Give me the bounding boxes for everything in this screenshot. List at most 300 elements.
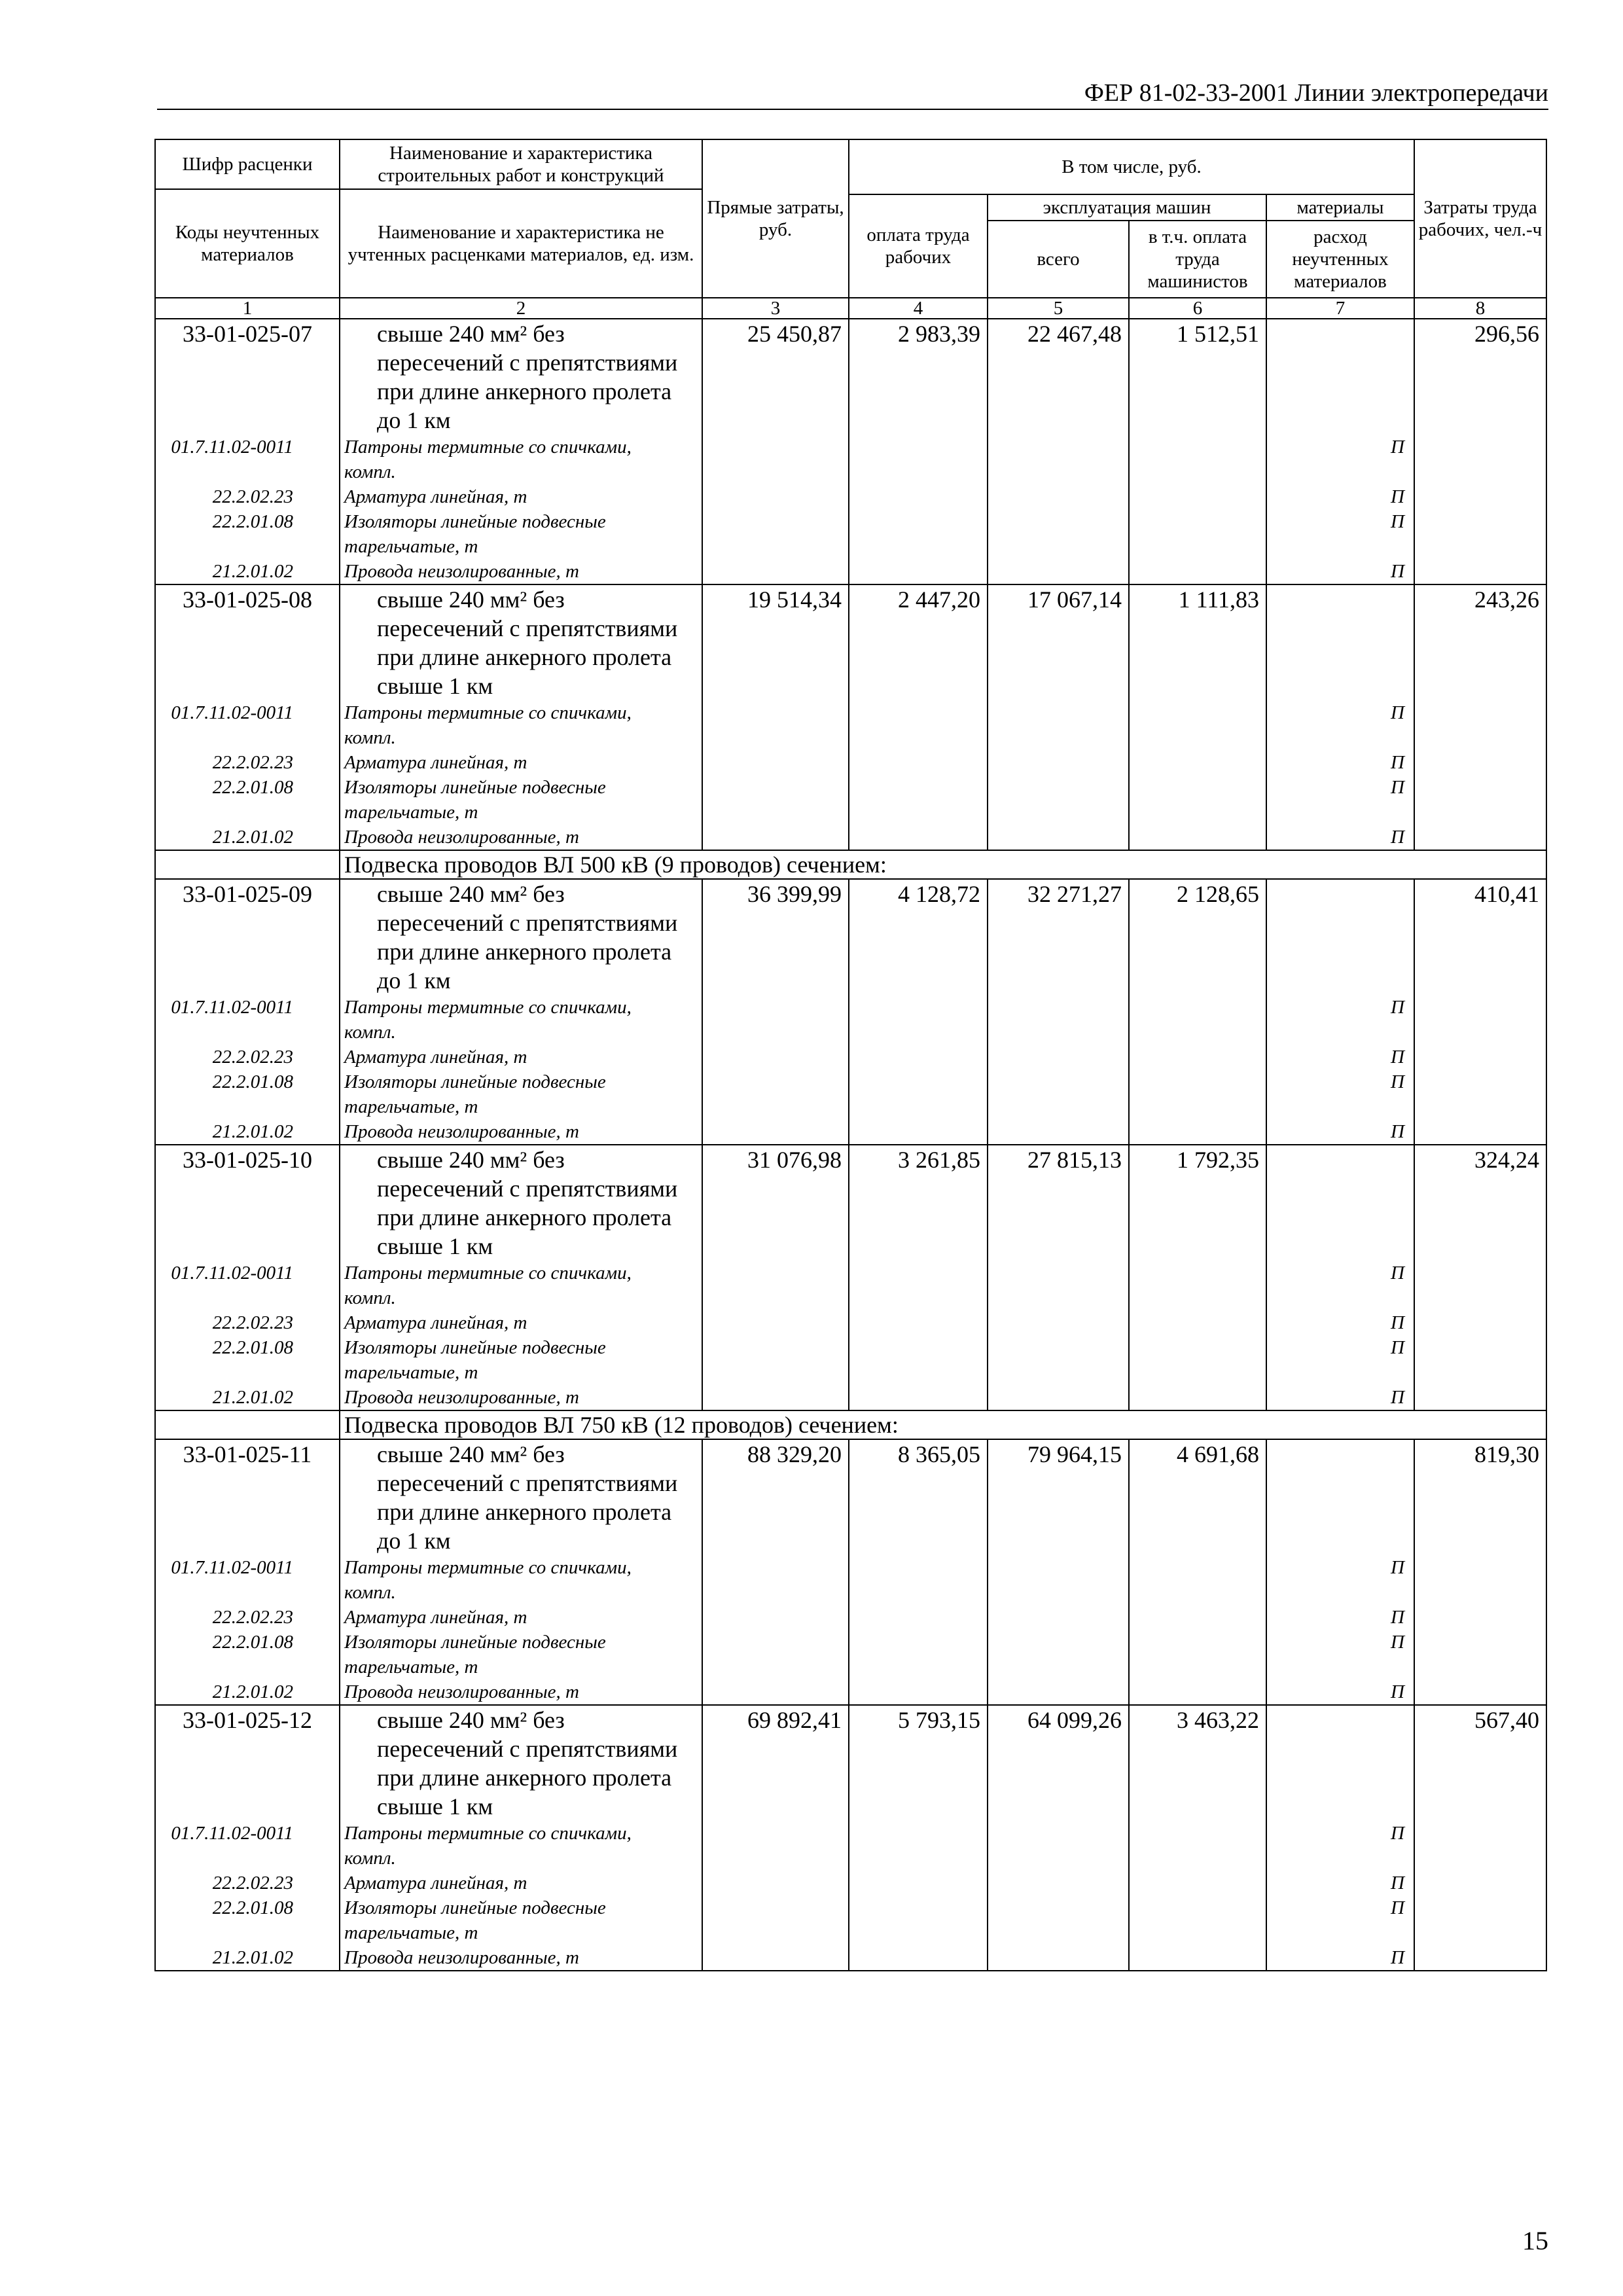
- empty-cell: [1129, 1871, 1266, 1895]
- material-code: 21.2.01.02: [155, 1119, 340, 1145]
- empty-cell: [988, 1630, 1129, 1679]
- machinists-pay: 4 691,68: [1129, 1439, 1266, 1555]
- empty-cell: [988, 509, 1129, 559]
- material-flag: П: [1266, 1310, 1414, 1335]
- empty-cell: [1414, 1555, 1546, 1605]
- rate-name: [340, 1705, 702, 1821]
- material-flag: П: [1266, 775, 1414, 825]
- material-code: 22.2.01.08: [155, 1895, 340, 1945]
- labor-pay: 2 983,39: [849, 319, 988, 435]
- material-flag: П: [1266, 1045, 1414, 1069]
- rate-name-line: свыше 240 мм² без: [377, 586, 565, 613]
- material-row: [155, 1335, 1546, 1385]
- empty-cell: [988, 1895, 1129, 1945]
- empty-cell: [849, 1045, 988, 1069]
- rate-code: 33-01-025-10: [155, 1145, 340, 1261]
- empty-cell: [702, 1679, 849, 1705]
- empty-cell: [849, 700, 988, 750]
- material-flag: П: [1266, 1871, 1414, 1895]
- material-flag: П: [1266, 1069, 1414, 1119]
- empty-cell: [702, 1871, 849, 1895]
- empty-cell: [1414, 1261, 1546, 1310]
- empty-cell: [988, 825, 1129, 850]
- material-code: 01.7.11.02-0011: [155, 700, 340, 750]
- rates-table: [154, 139, 1547, 1971]
- material-name: [340, 1385, 702, 1410]
- labor-pay: 5 793,15: [849, 1705, 988, 1821]
- empty-cell: [988, 1871, 1129, 1895]
- direct-costs: 19 514,34: [702, 584, 849, 700]
- material-flag: П: [1266, 750, 1414, 775]
- material-name-line: Арматура линейная, т: [344, 1607, 527, 1628]
- empty-cell: [988, 700, 1129, 750]
- empty-cell: [1129, 1605, 1266, 1630]
- empty-cell: [702, 484, 849, 509]
- rate-name-line: пересечений с препятствиями: [377, 1175, 678, 1202]
- rate-name-line: при длине анкерного пролета: [377, 1499, 672, 1525]
- empty-cell: [849, 509, 988, 559]
- material-flag: П: [1266, 1555, 1414, 1605]
- empty-cell: [1129, 484, 1266, 509]
- material-row: [155, 995, 1546, 1045]
- material-row: [155, 1871, 1546, 1895]
- empty-cell: [988, 775, 1129, 825]
- header-unaccounted-name: Наименование и характеристика не учтенных расценками материалов, ед. изм.: [340, 189, 702, 298]
- direct-costs: 88 329,20: [702, 1439, 849, 1555]
- header-mat-consumption: расход неучтенных материалов: [1266, 221, 1414, 298]
- empty-cell: [702, 1605, 849, 1630]
- table-header: [155, 139, 1546, 319]
- material-name: [340, 1261, 702, 1310]
- empty-cell: [849, 1895, 988, 1945]
- empty-cell: [849, 1069, 988, 1119]
- empty-cell: [849, 1310, 988, 1335]
- material-name-line: компл.: [344, 1022, 396, 1043]
- empty-cell: [988, 559, 1129, 584]
- material-name: [340, 1630, 702, 1679]
- material-flag: П: [1266, 435, 1414, 484]
- material-name-line: компл.: [344, 1287, 396, 1308]
- rate-name-line: свыше 240 мм² без: [377, 881, 565, 907]
- empty-cell: [702, 825, 849, 850]
- material-name-line: Патроны термитные со спичками,: [344, 1263, 632, 1283]
- material-code: 22.2.02.23: [155, 1871, 340, 1895]
- material-flag: П: [1266, 1630, 1414, 1679]
- empty-cell: [155, 850, 340, 879]
- empty-cell: [1129, 1630, 1266, 1679]
- empty-cell: [1414, 1069, 1546, 1119]
- material-row: [155, 484, 1546, 509]
- header-including: В том числе, руб.: [849, 139, 1414, 194]
- empty-cell: [1129, 1119, 1266, 1145]
- material-name: [340, 995, 702, 1045]
- material-name-line: Патроны термитные со спичками,: [344, 702, 632, 723]
- material-name: [340, 700, 702, 750]
- rate-name: [340, 1145, 702, 1261]
- material-name-line: Провода неизолированные, т: [344, 1121, 579, 1142]
- material-name-line: Патроны термитные со спичками,: [344, 997, 632, 1018]
- empty-cell: [1129, 995, 1266, 1045]
- empty-cell: [702, 1310, 849, 1335]
- empty-cell: [1129, 1895, 1266, 1945]
- labor-pay: 4 128,72: [849, 879, 988, 995]
- empty-cell: [1414, 1045, 1546, 1069]
- empty-cell: [1129, 775, 1266, 825]
- section-row: [155, 850, 1546, 879]
- empty-cell: [702, 995, 849, 1045]
- material-row: [155, 1630, 1546, 1679]
- rate-code: 33-01-025-11: [155, 1439, 340, 1555]
- empty-cell: [849, 1335, 988, 1385]
- empty-cell: [702, 1945, 849, 1971]
- material-name-line: тарельчатые, т: [344, 1657, 478, 1677]
- rate-row: [155, 879, 1546, 995]
- empty-cell: [1414, 750, 1546, 775]
- rate-name-line: до 1 км: [377, 1528, 451, 1554]
- material-code: 21.2.01.02: [155, 559, 340, 584]
- material-row: [155, 509, 1546, 559]
- material-name-line: Провода неизолированные, т: [344, 1947, 579, 1968]
- material-name-line: Провода неизолированные, т: [344, 1387, 579, 1408]
- empty-cell: [849, 1605, 988, 1630]
- empty-cell: [702, 700, 849, 750]
- empty-cell: [702, 559, 849, 584]
- material-consumption: [1266, 319, 1414, 435]
- material-name-line: Изоляторы линейные подвесные: [344, 777, 606, 798]
- material-name: [340, 1555, 702, 1605]
- empty-cell: [702, 1555, 849, 1605]
- empty-cell: [702, 1821, 849, 1871]
- rate-row: [155, 584, 1546, 700]
- empty-cell: [849, 1945, 988, 1971]
- empty-cell: [1129, 825, 1266, 850]
- rate-name-line: пересечений с препятствиями: [377, 910, 678, 936]
- material-name: [340, 1119, 702, 1145]
- material-row: [155, 1261, 1546, 1310]
- rate-row: [155, 1705, 1546, 1821]
- empty-cell: [1129, 1335, 1266, 1385]
- material-code: 22.2.01.08: [155, 509, 340, 559]
- material-row: [155, 559, 1546, 584]
- labor-pay: 8 365,05: [849, 1439, 988, 1555]
- material-name: [340, 1069, 702, 1119]
- rate-code: 33-01-025-07: [155, 319, 340, 435]
- material-row: [155, 1555, 1546, 1605]
- empty-cell: [1129, 559, 1266, 584]
- material-flag: П: [1266, 1385, 1414, 1410]
- material-name-line: Изоляторы линейные подвесные: [344, 1337, 606, 1358]
- empty-cell: [849, 1261, 988, 1310]
- material-name-line: Арматура линейная, т: [344, 752, 527, 773]
- empty-cell: [988, 1045, 1129, 1069]
- material-code: 22.2.01.08: [155, 1630, 340, 1679]
- machines-total: 27 815,13: [988, 1145, 1129, 1261]
- material-row: [155, 775, 1546, 825]
- rate-name-line: при длине анкерного пролета: [377, 1765, 672, 1791]
- material-name: [340, 1335, 702, 1385]
- material-name: [340, 1871, 702, 1895]
- column-number: 5: [988, 298, 1129, 319]
- material-row: [155, 700, 1546, 750]
- header-direct-costs: Прямые затраты, руб.: [702, 139, 849, 298]
- material-flag: П: [1266, 700, 1414, 750]
- rate-name-line: свыше 240 мм² без: [377, 1147, 565, 1173]
- rate-name-line: свыше 1 км: [377, 1233, 493, 1259]
- empty-cell: [1414, 1821, 1546, 1871]
- direct-costs: 69 892,41: [702, 1705, 849, 1821]
- empty-cell: [1414, 1945, 1546, 1971]
- material-name-line: Изоляторы линейные подвесные: [344, 511, 606, 532]
- empty-cell: [988, 750, 1129, 775]
- empty-cell: [702, 1385, 849, 1410]
- material-name: [340, 1045, 702, 1069]
- header-machines: эксплуатация машин: [988, 194, 1266, 221]
- empty-cell: [1414, 1119, 1546, 1145]
- empty-cell: [1414, 700, 1546, 750]
- rate-name: [340, 319, 702, 435]
- empty-cell: [702, 1630, 849, 1679]
- column-number: 8: [1414, 298, 1546, 319]
- labor-pay: 3 261,85: [849, 1145, 988, 1261]
- labor-hours: 410,41: [1414, 879, 1546, 995]
- material-code: 21.2.01.02: [155, 1945, 340, 1971]
- rate-name-line: свыше 240 мм² без: [377, 1441, 565, 1467]
- material-code: 22.2.02.23: [155, 1310, 340, 1335]
- empty-cell: [1414, 435, 1546, 484]
- material-name: [340, 559, 702, 584]
- material-name-line: Арматура линейная, т: [344, 1047, 527, 1067]
- empty-cell: [988, 484, 1129, 509]
- machinists-pay: 3 463,22: [1129, 1705, 1266, 1821]
- column-number: 3: [702, 298, 849, 319]
- direct-costs: 36 399,99: [702, 879, 849, 995]
- empty-cell: [988, 995, 1129, 1045]
- rate-name: [340, 584, 702, 700]
- material-row: [155, 1895, 1546, 1945]
- empty-cell: [849, 995, 988, 1045]
- empty-cell: [1414, 559, 1546, 584]
- rate-name-line: до 1 км: [377, 407, 451, 433]
- rate-name-line: пересечений с препятствиями: [377, 615, 678, 641]
- empty-cell: [849, 1555, 988, 1605]
- empty-cell: [702, 1895, 849, 1945]
- material-name: [340, 484, 702, 509]
- empty-cell: [988, 1555, 1129, 1605]
- material-name-line: Патроны термитные со спичками,: [344, 437, 632, 457]
- empty-cell: [1129, 1385, 1266, 1410]
- empty-cell: [988, 1310, 1129, 1335]
- empty-cell: [849, 484, 988, 509]
- empty-cell: [849, 1630, 988, 1679]
- empty-cell: [849, 775, 988, 825]
- material-name: [340, 1895, 702, 1945]
- empty-cell: [849, 435, 988, 484]
- material-name: [340, 1821, 702, 1871]
- material-row: [155, 1679, 1546, 1705]
- material-code: 01.7.11.02-0011: [155, 1555, 340, 1605]
- empty-cell: [849, 1679, 988, 1705]
- material-code: 22.2.01.08: [155, 1335, 340, 1385]
- header-code: Шифр расценки: [155, 139, 340, 189]
- empty-cell: [1129, 1045, 1266, 1069]
- labor-pay: 2 447,20: [849, 584, 988, 700]
- material-consumption: [1266, 1145, 1414, 1261]
- material-name-line: Изоляторы линейные подвесные: [344, 1897, 606, 1918]
- empty-cell: [1129, 750, 1266, 775]
- empty-cell: [849, 1871, 988, 1895]
- empty-cell: [1129, 509, 1266, 559]
- empty-cell: [1129, 1069, 1266, 1119]
- empty-cell: [988, 1385, 1129, 1410]
- material-flag: П: [1266, 1261, 1414, 1310]
- empty-cell: [1129, 1261, 1266, 1310]
- material-name-line: тарельчатые, т: [344, 536, 478, 557]
- rate-name: [340, 879, 702, 995]
- material-name-line: Патроны термитные со спичками,: [344, 1557, 632, 1578]
- empty-cell: [1129, 1821, 1266, 1871]
- rate-row: [155, 319, 1546, 435]
- empty-cell: [988, 435, 1129, 484]
- material-name: [340, 1310, 702, 1335]
- rate-name: [340, 1439, 702, 1555]
- material-row: [155, 435, 1546, 484]
- material-name-line: Изоляторы линейные подвесные: [344, 1632, 606, 1653]
- material-code: 01.7.11.02-0011: [155, 1821, 340, 1871]
- material-code: 21.2.01.02: [155, 825, 340, 850]
- empty-cell: [702, 509, 849, 559]
- material-flag: П: [1266, 1821, 1414, 1871]
- material-name: [340, 509, 702, 559]
- material-code: 01.7.11.02-0011: [155, 435, 340, 484]
- page-number: 15: [1522, 2226, 1548, 2255]
- material-flag: П: [1266, 825, 1414, 850]
- material-code: 01.7.11.02-0011: [155, 1261, 340, 1310]
- empty-cell: [702, 1045, 849, 1069]
- material-name-line: Изоляторы линейные подвесные: [344, 1071, 606, 1092]
- material-name-line: компл.: [344, 1848, 396, 1869]
- column-number: 6: [1129, 298, 1266, 319]
- machines-total: 17 067,14: [988, 584, 1129, 700]
- machines-total: 22 467,48: [988, 319, 1129, 435]
- column-number: 1: [155, 298, 340, 319]
- rate-name-line: при длине анкерного пролета: [377, 378, 672, 404]
- empty-cell: [1129, 700, 1266, 750]
- labor-hours: 324,24: [1414, 1145, 1546, 1261]
- machines-total: 64 099,26: [988, 1705, 1129, 1821]
- empty-cell: [1414, 1605, 1546, 1630]
- material-flag: П: [1266, 1945, 1414, 1971]
- material-consumption: [1266, 1705, 1414, 1821]
- empty-cell: [1414, 509, 1546, 559]
- material-name: [340, 1679, 702, 1705]
- material-name: [340, 775, 702, 825]
- material-code: 22.2.02.23: [155, 484, 340, 509]
- material-code: 21.2.01.02: [155, 1679, 340, 1705]
- material-row: [155, 1945, 1546, 1971]
- material-flag: П: [1266, 995, 1414, 1045]
- empty-cell: [702, 750, 849, 775]
- section-title: Подвеска проводов ВЛ 750 кВ (12 проводов) сечением:: [340, 1410, 1546, 1439]
- empty-cell: [849, 559, 988, 584]
- machinists-pay: 1 512,51: [1129, 319, 1266, 435]
- material-name: [340, 750, 702, 775]
- empty-cell: [988, 1821, 1129, 1871]
- material-flag: П: [1266, 559, 1414, 584]
- material-code: 01.7.11.02-0011: [155, 995, 340, 1045]
- material-flag: П: [1266, 1119, 1414, 1145]
- rate-code: 33-01-025-09: [155, 879, 340, 995]
- material-name-line: Провода неизолированные, т: [344, 827, 579, 848]
- machinists-pay: 1 792,35: [1129, 1145, 1266, 1261]
- empty-cell: [702, 1119, 849, 1145]
- direct-costs: 25 450,87: [702, 319, 849, 435]
- material-row: [155, 825, 1546, 850]
- rate-name-line: свыше 240 мм² без: [377, 321, 565, 347]
- material-code: 22.2.02.23: [155, 750, 340, 775]
- empty-cell: [1414, 1871, 1546, 1895]
- rate-code: 33-01-025-08: [155, 584, 340, 700]
- column-number: 7: [1266, 298, 1414, 319]
- empty-cell: [988, 1605, 1129, 1630]
- material-row: [155, 1605, 1546, 1630]
- material-flag: П: [1266, 509, 1414, 559]
- material-name-line: Провода неизолированные, т: [344, 561, 579, 582]
- material-name-line: Арматура линейная, т: [344, 1873, 527, 1893]
- material-row: [155, 1119, 1546, 1145]
- material-consumption: [1266, 879, 1414, 995]
- empty-cell: [1414, 1385, 1546, 1410]
- material-code: 22.2.01.08: [155, 1069, 340, 1119]
- material-row: [155, 1821, 1546, 1871]
- header-labor-pay: оплата труда рабочих: [849, 194, 988, 298]
- header-unaccounted-codes: Коды неучтенных материалов: [155, 189, 340, 298]
- empty-cell: [849, 1821, 988, 1871]
- empty-cell: [849, 825, 988, 850]
- empty-cell: [1414, 1335, 1546, 1385]
- column-number: 2: [340, 298, 702, 319]
- material-name-line: тарельчатые, т: [344, 1096, 478, 1117]
- material-flag: П: [1266, 1605, 1414, 1630]
- rate-name-line: пересечений с препятствиями: [377, 350, 678, 376]
- empty-cell: [1414, 1630, 1546, 1679]
- machines-total: 32 271,27: [988, 879, 1129, 995]
- machinists-pay: 2 128,65: [1129, 879, 1266, 995]
- empty-cell: [1129, 1679, 1266, 1705]
- header-name: Наименование и характеристика строительных работ и конструкций: [340, 139, 702, 189]
- rate-name-line: при длине анкерного пролета: [377, 939, 672, 965]
- empty-cell: [849, 1119, 988, 1145]
- material-name-line: тарельчатые, т: [344, 1362, 478, 1383]
- empty-cell: [849, 750, 988, 775]
- empty-cell: [988, 1679, 1129, 1705]
- empty-cell: [702, 435, 849, 484]
- empty-cell: [988, 1261, 1129, 1310]
- document-title: ФЕР 81-02-33-2001 Линии электропередачи: [1084, 79, 1548, 107]
- rate-row: [155, 1439, 1546, 1555]
- material-row: [155, 1385, 1546, 1410]
- material-row: [155, 1045, 1546, 1069]
- empty-cell: [988, 1069, 1129, 1119]
- section-title: Подвеска проводов ВЛ 500 кВ (9 проводов) сечением:: [340, 850, 1546, 879]
- material-row: [155, 1069, 1546, 1119]
- material-name-line: компл.: [344, 1582, 396, 1603]
- empty-cell: [988, 1119, 1129, 1145]
- material-code: 22.2.02.23: [155, 1045, 340, 1069]
- section-row: [155, 1410, 1546, 1439]
- material-name-line: Арматура линейная, т: [344, 486, 527, 507]
- column-number: 4: [849, 298, 988, 319]
- empty-cell: [988, 1335, 1129, 1385]
